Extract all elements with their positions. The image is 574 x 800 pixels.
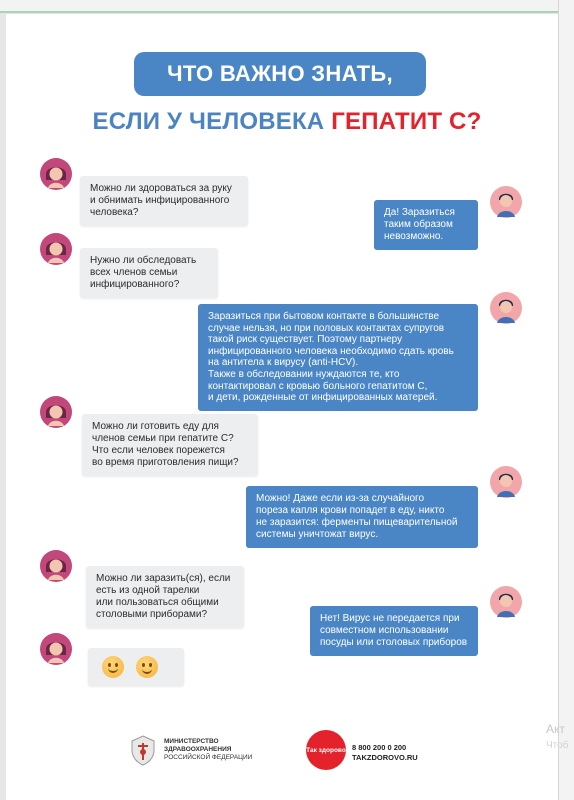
activation-watermark-sub: Чтоб: [546, 740, 569, 751]
answer-bubble: [198, 304, 478, 411]
ministry-name: [164, 738, 252, 762]
answer-bubble: [374, 200, 478, 250]
bubble-line: есть из одной тарелки: [96, 585, 200, 596]
question-bubble: [82, 414, 258, 476]
bubble-line: Заразиться при бытовом контакте в большинстве: [208, 311, 440, 322]
female-avatar-icon: [40, 633, 72, 665]
bubble-line: Можно ли готовить еду для: [92, 421, 219, 432]
bubble-line: такой риск существует. Поэтому партнеру: [208, 334, 403, 346]
bubble-line: Можно! Даже если из-за случайного: [256, 493, 425, 504]
hotline-site-link[interactable]: TAKZDOROVO.RU: [352, 753, 418, 762]
bubble-line: случае нельзя, но при половых контактах супругов: [208, 322, 445, 334]
male-avatar-icon: [490, 292, 522, 324]
hotline-block: [306, 730, 442, 770]
bubble-line: не заразится: ферменты пищеварительной: [256, 517, 458, 528]
male-avatar-icon: [490, 466, 522, 498]
bubble-line: таким образом: [384, 219, 453, 230]
top-strip-divider: [0, 11, 560, 13]
bubble-line: инфицированного?: [90, 279, 180, 290]
bubble-line: системы уничтожат вирус.: [256, 529, 379, 540]
subtitle: [0, 108, 574, 136]
grin-icon: [136, 656, 158, 678]
ministry-line: ЗДРАВООХРАНЕНИЯ: [164, 746, 232, 753]
bubble-line: Нужно ли обследовать: [90, 255, 197, 266]
question-bubble: [80, 248, 218, 298]
ministry-emblem-icon: [128, 734, 158, 766]
bubble-line: и обнимать инфицированного: [90, 195, 230, 206]
ministry-logo: [128, 732, 268, 768]
bubble-line: столовыми приборами?: [96, 609, 208, 620]
ministry-subline: РОССИЙСКОЙ ФЕДЕРАЦИИ: [164, 754, 253, 761]
female-avatar-icon: [40, 158, 72, 190]
bubble-line: посуды или столовых приборов: [320, 637, 468, 648]
bubble-line: Можно ли заразить(ся), если: [96, 573, 231, 584]
bubble-line: Что если человек порежется: [92, 445, 225, 456]
activation-watermark: Акт: [546, 722, 565, 736]
question-bubble: [80, 176, 248, 226]
female-avatar-icon: [40, 233, 72, 265]
takzdorovo-logo: Так здорово: [306, 730, 346, 770]
female-avatar-icon: [40, 396, 72, 428]
bubble-line: членов семьи при гепатите С?: [92, 433, 234, 444]
bubble-line: пореза капля крови попадет в еду, никто: [256, 505, 445, 516]
hotline-phone[interactable]: 8 800 200 0 200: [352, 743, 407, 752]
bubble-line: невозможно.: [384, 231, 444, 242]
bubble-line: человека?: [90, 207, 139, 218]
bubble-line: или пользоваться общими: [96, 597, 219, 608]
bubble-line: на антитела к вирусу (anti-HCV).: [208, 357, 359, 369]
smiley-icon: [102, 656, 124, 678]
bubble-line: во время приготовления пищи?: [92, 457, 239, 468]
bubble-line: инфицированного человека необходимо сдать кровь: [208, 345, 454, 357]
answer-bubble: [246, 486, 478, 548]
bubble-line: и дети, рожденные от инфицированных матерей.: [208, 392, 438, 404]
bubble-line: всех членов семьи: [90, 267, 178, 278]
bubble-line: контактировал с кровью больного гепатитом С,: [208, 380, 428, 392]
subtitle-red: ГЕПАТИТ С?: [331, 108, 482, 135]
title-badge: ЧТО ВАЖНО ЗНАТЬ,: [134, 52, 426, 96]
bubble-line: Можно ли здороваться за руку: [90, 183, 232, 194]
bubble-line: Да! Заразиться: [384, 207, 455, 218]
emoji-bubble: [88, 648, 184, 686]
female-avatar-icon: [40, 550, 72, 582]
answer-bubble: [310, 606, 478, 656]
question-bubble: [86, 566, 244, 628]
ministry-line: МИНИСТЕРСТВО: [164, 738, 219, 745]
subtitle-blue: ЕСЛИ У ЧЕЛОВЕКА: [92, 108, 325, 135]
bubble-line: Нет! Вирус не передается при: [320, 613, 460, 624]
male-avatar-icon: [490, 186, 522, 218]
bubble-line: совместном использовании: [320, 625, 449, 636]
bubble-line: Также в обследовании нуждаются те, кто: [208, 368, 400, 380]
male-avatar-icon: [490, 586, 522, 618]
